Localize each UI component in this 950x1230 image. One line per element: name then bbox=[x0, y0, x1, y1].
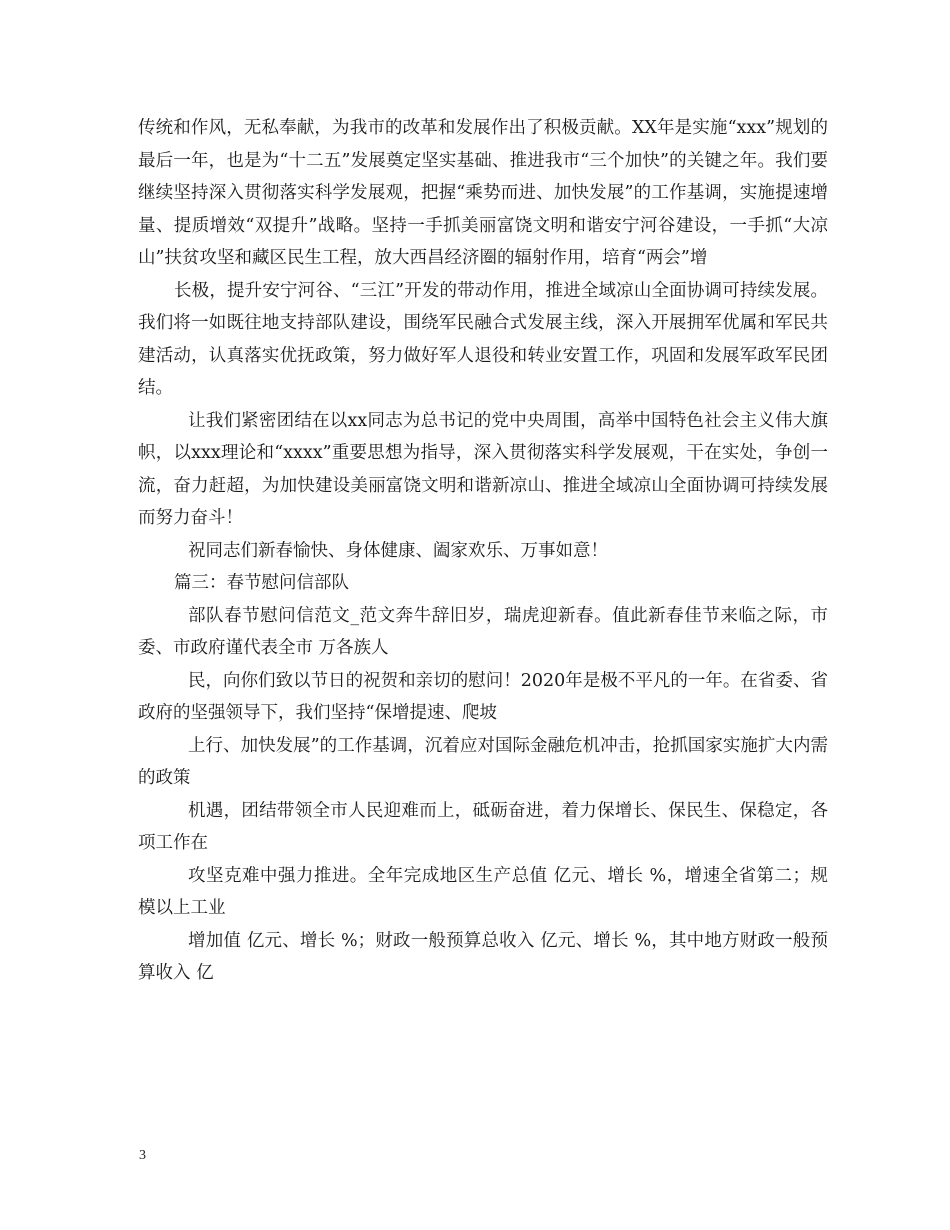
paragraph-8: 上行、加快发展”的工作基调，沉着应对国际金融危机冲击，抢抓国家实施扩大内需的政策 bbox=[138, 735, 828, 788]
body-text bbox=[138, 112, 828, 990]
paragraph-9: 机遇，团结带领全市人民迎难而上，砥砺奋进，着力保增长、保民生、保稳定，各项工作在 bbox=[138, 800, 828, 853]
paragraph-3: 让我们紧密团结在以xx同志为总书记的党中央周围，高举中国特色社会主义伟大旗帜，以xxx理论和“xxxx”重要思想为指导，深入贯彻落实科学发展观，干在实处，争创一流，奋力赶超，为加快建设美丽富饶文明和谐新凉山、推进全域凉山全面协调可持续发展而努力奋斗！ bbox=[138, 410, 828, 528]
paragraph-4: 祝同志们新春愉快、身体健康、阖家欢乐、万事如意！ bbox=[188, 540, 608, 561]
paragraph-6: 部队春节慰问信范文_范文奔牛辞旧岁，瑞虎迎新春。值此新春佳节来临之际，市委、市政府谨代表全市 万各族人 bbox=[138, 605, 828, 658]
page-number: 3 bbox=[139, 1148, 146, 1163]
paragraph-10: 攻坚克难中强力推进。全年完成地区生产总值 亿元、增长 %，增速全省第二；规模以上工业 bbox=[138, 865, 828, 918]
paragraph-1: 传统和作风，无私奉献，为我市的改革和发展作出了积极贡献。XX年是实施“xxx”规划的最后一年，也是为“十二五”发展奠定坚实基础、推进我市“三个加快”的关键之年。我们要继续坚持深入贯彻落实科学发展观，把握“乘势而进、加快发展”的工作基调，实施提速增量、提质增效“双提升”战略。坚持一手抓美丽富饶文明和谐安宁河谷建设，一手抓“大凉山”扶贫攻坚和藏区民生工程，放大西昌经济圈的辐射作用，培育“两会”增 bbox=[138, 118, 828, 268]
section-heading: 篇三：春节慰问信部队 bbox=[174, 573, 349, 593]
paragraph-2: 长极，提升安宁河谷、“三江”开发的带动作用，推进全域凉山全面协调可持续发展。我们将一如既往地支持部队建设，围绕军民融合式发展主线，深入开展拥军优属和军民共建活动，认真落实优抚政策，努力做好军人退役和转业安置工作，巩固和发展军政军民团结。 bbox=[138, 280, 828, 398]
paragraph-7: 民，向你们致以节日的祝贺和亲切的慰问！2020年是极不平凡的一年。在省委、省政府的坚强领导下，我们坚持“保增提速、爬坡 bbox=[138, 670, 828, 723]
paragraph-11: 增加值 亿元、增长 %；财政一般预算总收入 亿元、增长 %，其中地方财政一般预算收入 亿 bbox=[138, 930, 828, 983]
